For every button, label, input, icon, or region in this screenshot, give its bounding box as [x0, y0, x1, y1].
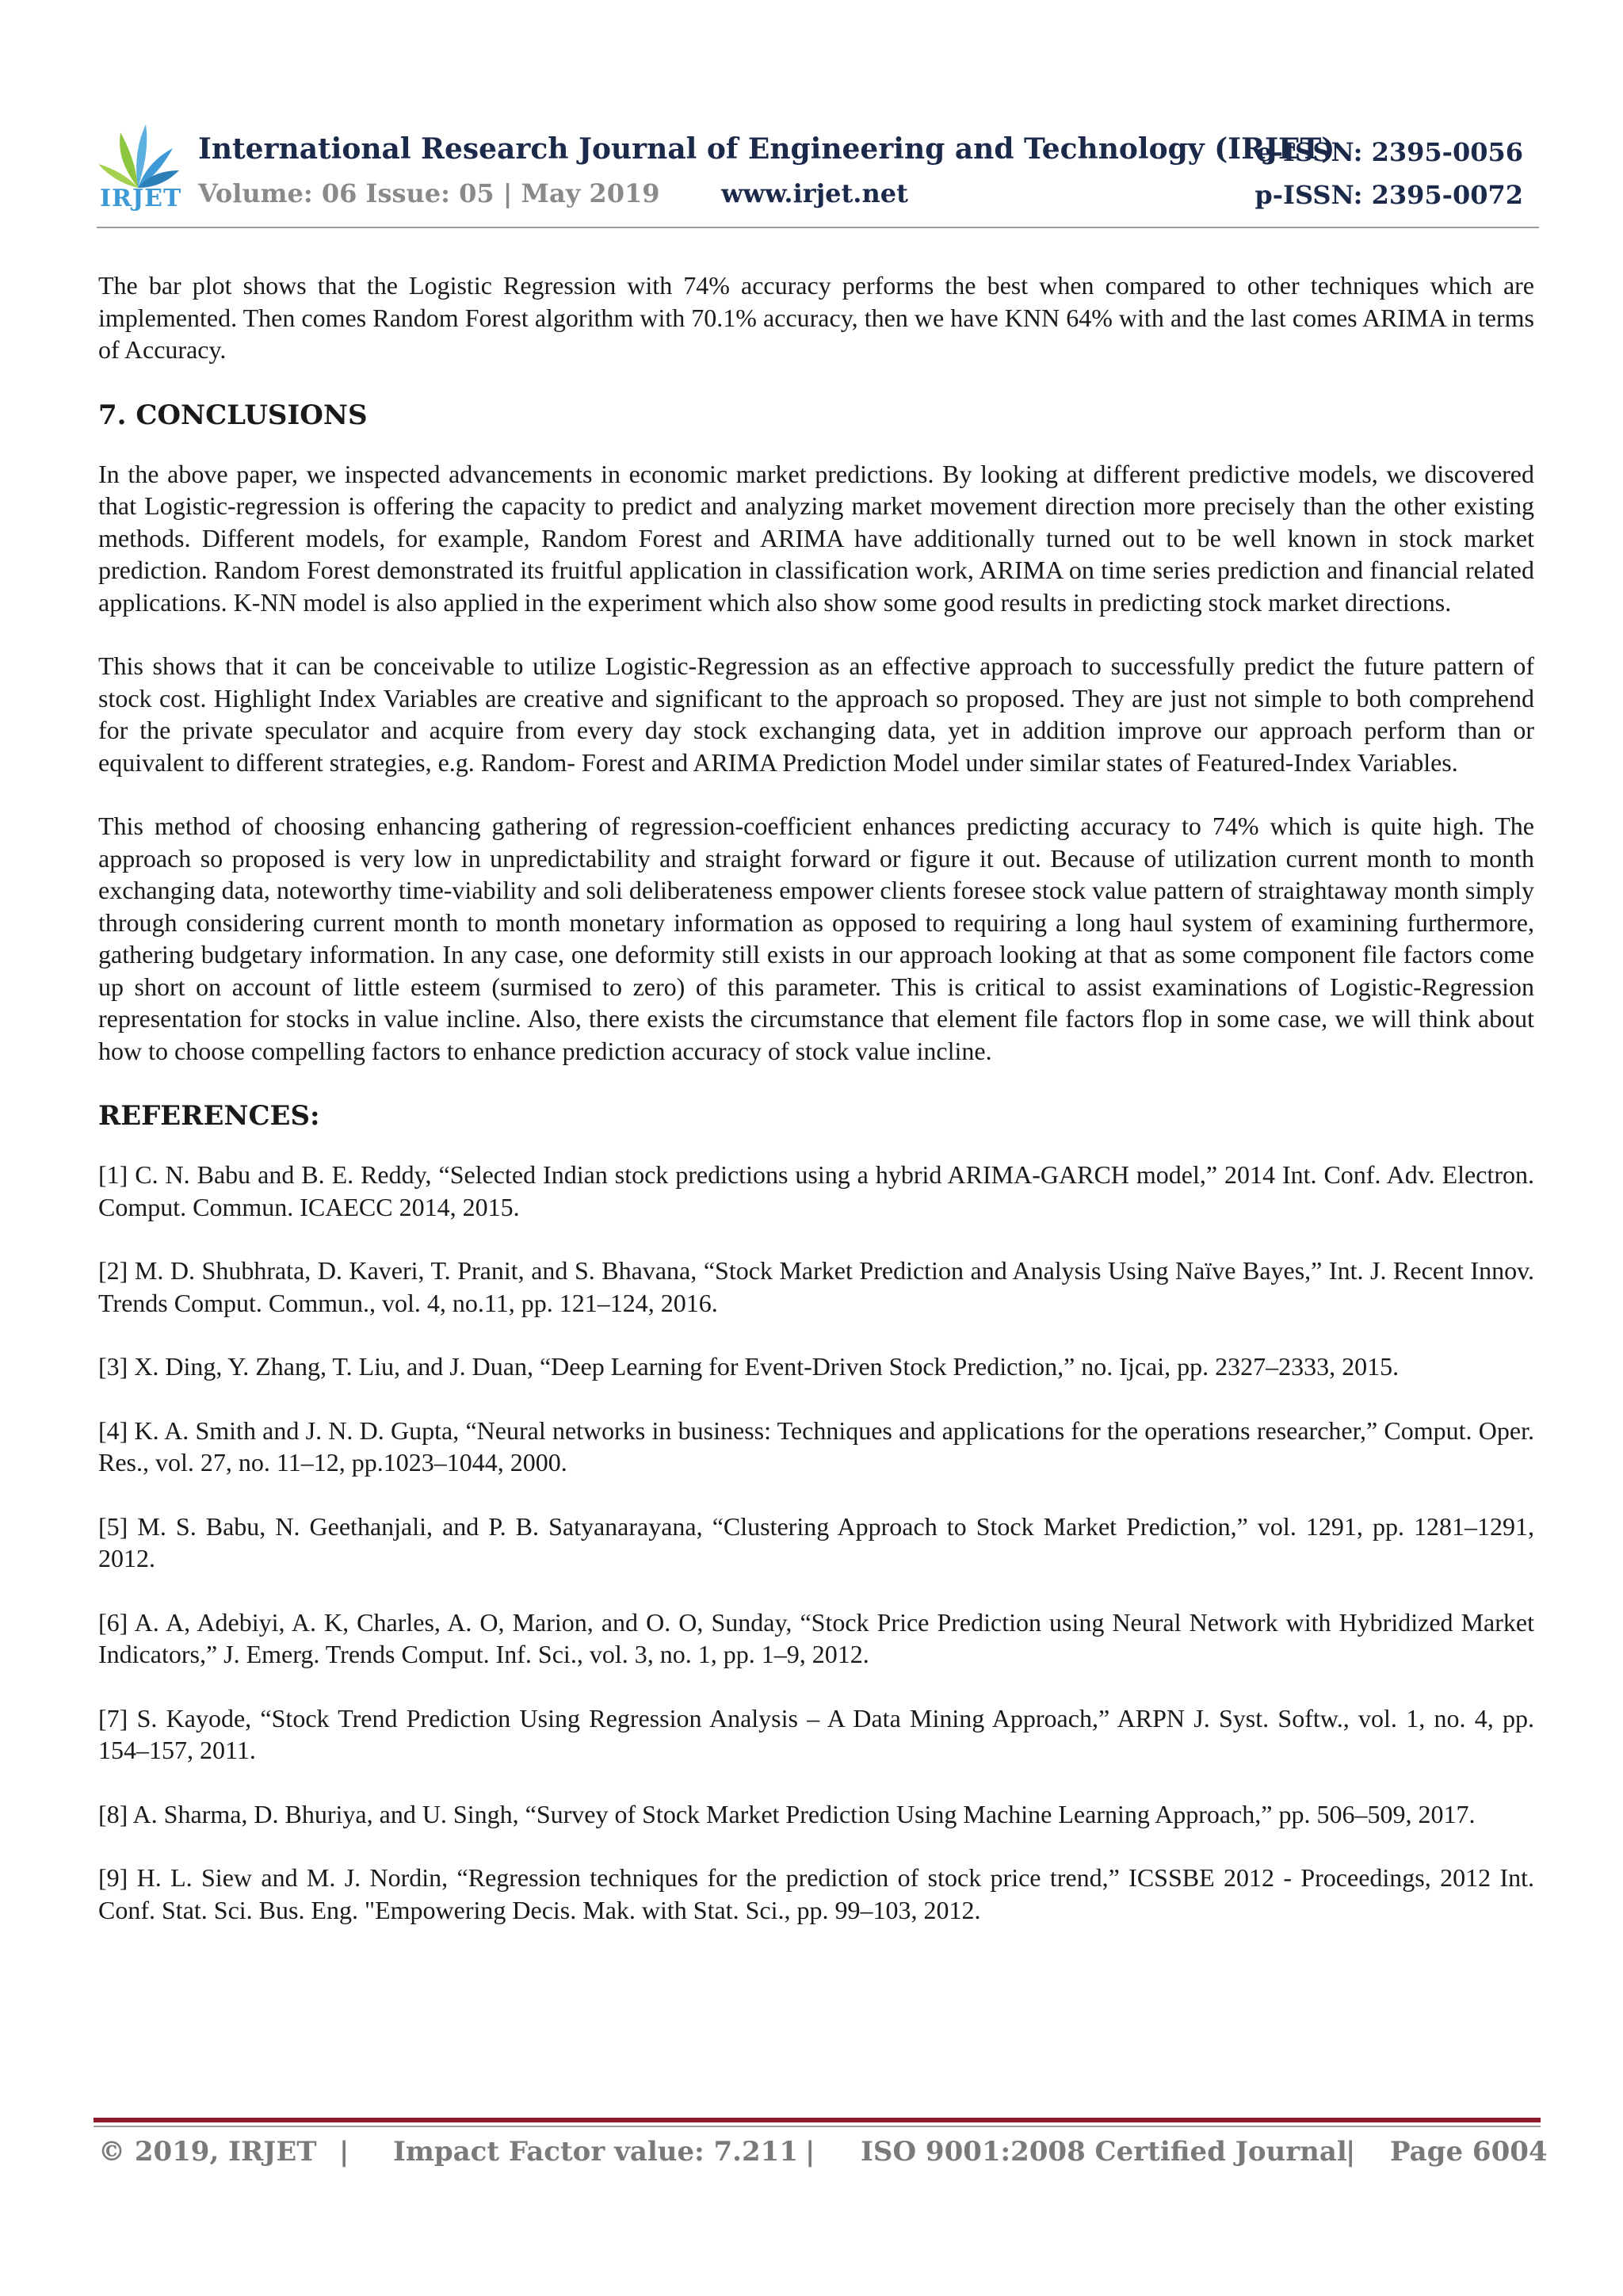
- footer-page-number: Page 6004: [1390, 2136, 1548, 2168]
- conclusions-paragraph: In the above paper, we inspected advancements in economic market predictions. By looking at different predictive models, we discovered that Logistic-regression is offering the capacity to predict and analyzing market movement direction more precisely than the other existing methods. Different models, for example, Random Forest and ARIMA have additionally turned out to be well known in stock market prediction. Random Forest demonstrated its fruitful application in classification work, ARIMA on time series prediction and financial related applications. K-NN model is also applied in the experiment which also show some good results in predicting stock market directions.: [98, 459, 1534, 617]
- footer-impact-factor: Impact Factor value: 7.211: [393, 2136, 798, 2168]
- volume-issue: Volume: 06 Issue: 05 | May 2019: [198, 178, 660, 208]
- intro-paragraph: The bar plot shows that the Logistic Regression with 74% accuracy performs the best when compared to other techniques which are implemented. Then comes Random Forest algorithm with 70.1% accuracy, then we have KNN 64% with and the last comes ARIMA in terms of Accuracy.: [98, 271, 1534, 364]
- reference-item: [8] A. Sharma, D. Bhuriya, and U. Singh, “Survey of Stock Market Prediction Using Machine Learning Approach,” pp. 506–509, 2017.: [98, 1799, 1476, 1828]
- reference-item: [2] M. D. Shubhrata, D. Kaveri, T. Pranit, and S. Bhavana, “Stock Market Prediction and Analysis Using Naïve Bayes,” Int. J. Recent Innov. Trends Comput. Commun., vol. 4, no.11, pp. 121–124, 2016.: [98, 1256, 1534, 1317]
- footer-separator: |: [805, 2136, 815, 2168]
- footer-separator: |: [1346, 2136, 1356, 2168]
- footer-separator: |: [339, 2136, 349, 2168]
- conclusions-paragraph: This shows that it can be conceivable to utilize Logistic-Regression as an effective approach to successfully predict the future pattern of stock cost. Highlight Index Variables are creative and significant to the approach so proposed. They are just not simple to both comprehend for the private speculator and acquire from every day stock exchanging data, yet in addition improve our approach perform than or equivalent to different strategies, e.g. Random- Forest and ARIMA Prediction Model under similar states of Featured-Index Variables.: [98, 651, 1534, 777]
- reference-item: [9] H. L. Siew and M. J. Nordin, “Regression techniques for the prediction of stock price trend,” ICSSBE 2012 - Proceedings, 2012 Int. Conf. Stat. Sci. Bus. Eng. "Empowering Decis. Mak. with Stat. Sci., pp. 99–103, 2012.: [98, 1863, 1534, 1924]
- reference-item: [5] M. S. Babu, N. Geethanjali, and P. B. Satyanarayana, “Clustering Approach to Stock Market Prediction,” vol. 1291, pp. 1281–1291, 2012.: [98, 1511, 1534, 1572]
- p-issn: p-ISSN: 2395-0072: [1254, 180, 1523, 210]
- header-divider: [97, 227, 1539, 228]
- reference-item: [3] X. Ding, Y. Zhang, T. Liu, and J. Duan, “Deep Learning for Event-Driven Stock Prediction,” no. Ijcai, pp. 2327–2333, 2015.: [98, 1352, 1400, 1381]
- logo-wordmark: IRJET: [100, 185, 182, 212]
- journal-website[interactable]: www.irjet.net: [721, 178, 908, 208]
- leaf-logo-icon: [94, 115, 182, 194]
- e-issn: e-ISSN: 2395-0056: [1256, 137, 1523, 167]
- references-heading: REFERENCES:: [98, 1100, 320, 1132]
- footer-divider-thick: [94, 2118, 1541, 2122]
- reference-item: [7] S. Kayode, “Stock Trend Prediction Using Regression Analysis – A Data Mining Approach,” ARPN J. Syst. Softw., vol. 1, no. 4, pp. 154–157, 2011.: [98, 1703, 1534, 1764]
- conclusions-heading: 7. CONCLUSIONS: [98, 399, 368, 431]
- reference-item: [6] A. A, Adebiyi, A. K, Charles, A. O, Marion, and O. O, Sunday, “Stock Price Prediction using Neural Network with Hybridized Market Indicators,” J. Emerg. Trends Comput. Inf. Sci., vol. 3, no. 1, pp. 1–9, 2012.: [98, 1607, 1534, 1668]
- irjet-logo: [94, 115, 182, 218]
- page-footer: [98, 2136, 1548, 2183]
- article-body: [98, 269, 1534, 1958]
- journal-title: International Research Journal of Engineering and Technology (IRJET): [198, 132, 1335, 166]
- footer-divider-thin: [94, 2126, 1541, 2127]
- footer-copyright: © 2019, IRJET: [98, 2136, 317, 2168]
- footer-iso: ISO 9001:2008 Certified Journal: [861, 2136, 1347, 2168]
- reference-item: [4] K. A. Smith and J. N. D. Gupta, “Neural networks in business: Techniques and applications for the operations researcher,” Comput. Oper. Res., vol. 27, no. 11–12, pp.1023–1044, 2000.: [98, 1415, 1534, 1477]
- reference-item: [1] C. N. Babu and B. E. Reddy, “Selected Indian stock predictions using a hybrid ARIMA-GARCH model,” 2014 Int. Conf. Adv. Electron. Comput. Commun. ICAECC 2014, 2015.: [98, 1160, 1534, 1221]
- conclusions-paragraph: This method of choosing enhancing gathering of regression-coefficient enhances predicting accuracy to 74% which is quite high. The approach so proposed is very low in unpredictability and straight forward or figure it out. Because of utilization current month to month exchanging data, noteworthy time-viability and soli deliberateness empower clients foresee stock value pattern of straightaway month simply through considering current month to month monetary information as opposed to requiring a long haul system of examining furthermore, gathering budgetary information. In any case, one deformity still exists in our approach looking at that as some component file factors come up short on account of little esteem (surmised to zero) of this parameter. This is critical to assist examinations of Logistic-Regression representation for stocks in value incline. Also, there exists the circumstance that element file factors flop in some case, we will think about how to choose compelling factors to enhance prediction accuracy of stock value incline.: [98, 812, 1534, 1065]
- journal-header: [94, 115, 1544, 234]
